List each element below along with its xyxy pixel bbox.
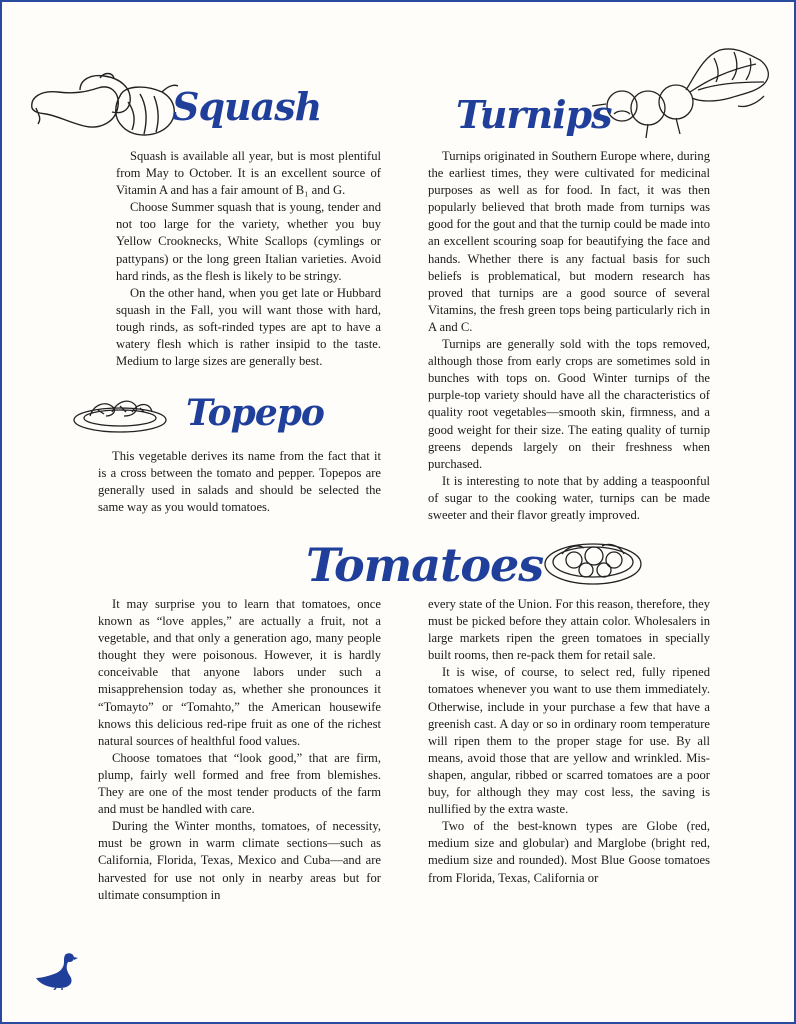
tomatoes-left-column xyxy=(98,596,381,904)
turnips-paragraph-1: Turnips originated in Southern Europe where, during the earliest times, they were cultivated for medicinal purposes as well as for food. In fact, it was then popularly believed that broth made from turnips was good for the gout and that the turnip could be made into an excellent scouring soap for beautifying the face and hands. Whether there is any factual basis for such beliefs is problematical, but modern research has proved that turnips are a good source of several Vitamins, the fresh green tops being particularly rich in A and C. xyxy=(428,149,710,334)
turnips-column xyxy=(428,148,710,524)
tomatoes-left-paragraph-3: During the Winter months, tomatoes, of necessity, must be grown in warm climate sections—such as California, Florida, Texas, Mexico and Cuba—and are harvested for use not only in nearby areas but for ultimate consumption in xyxy=(98,819,381,902)
page-number: 40 xyxy=(42,967,53,977)
squash-illustration-icon xyxy=(28,68,188,148)
topepo-column xyxy=(98,448,381,516)
tomatoes-right-column xyxy=(428,596,710,887)
squash-paragraph-3: On the other hand, when you get late or Hubbard squash in the Fall, you will want those with hard, tough rinds, as soft-rinded types are apt to have a watery flesh which is rather insipid to the taste. Medium to large sizes are generally best. xyxy=(116,285,381,369)
squash-paragraph-2: Choose Summer squash that is young, tender and not too large for the variety, whether you buy Yellow Crooknecks, White Scallops (cymlings or pattypans) or the long green Italian varieties. Avoid hard rinds, as the flesh is likely to be stringy. xyxy=(116,200,381,283)
topepo-heading: Topepo xyxy=(186,392,324,434)
tomatoes-left-paragraph-2: Choose tomatoes that “look good,” that are firm, plump, fairly well formed and free from blemishes. They are one of the most tender products of the farm and must be handled with care. xyxy=(98,750,381,817)
squash-column xyxy=(116,148,381,370)
turnips-paragraph-3: It is interesting to note that by adding a teaspoonful of sugar to the cooking water, turnips can be made sweeter and their flavor greatly improved. xyxy=(428,473,710,522)
tomatoes-right-paragraph-3: Two of the best-known types are Globe (red, medium size and globular) and Marglobe (bright red, medium size and rounded). Most Blue Goose tomatoes from Florida, Texas, California or xyxy=(428,819,710,885)
tomatoes-plate-icon xyxy=(542,530,644,588)
tomatoes-right-paragraph-2: It is wise, of course, to select red, fully ripened tomatoes whenever you want to use them immediately. Otherwise, include in your purchase a few that have a greenish cast. A day or so in ordinary room temperature will ripen them to the proper stage for use. By all means, avoid those that are yellow and wrinkled. Mis-shapen, angular, ribbed or scarred tomatoes are a poor buy, for although they may cost less, the saving is nullified by the extra waste. xyxy=(428,665,710,817)
tomatoes-right-paragraph-1: every state of the Union. For this reason, therefore, they must be picked before they attain color. Wholesalers in large markets ripen the green tomatoes in specially built rooms, then re-pack them for retail sale. xyxy=(428,597,710,663)
turnips-paragraph-2: Turnips are generally sold with the tops removed, although those from early crops are sometimes sold in bunches with tops on. Good Winter turnips of the purple-top variety should have all the characteristics of quality root vegetables—smooth skin, firmness, and a good weight for their size. The eating quality of turnip greens depends largely on their freshness when purchased. xyxy=(428,337,710,471)
turnips-heading: Turnips xyxy=(456,92,612,137)
topepo-plate-icon xyxy=(70,390,170,436)
squash-heading: Squash xyxy=(172,84,322,129)
tomatoes-left-paragraph-1: It may surprise you to learn that tomatoes, once known as “love apples,” are actually a fruit, not a vegetable, and that only a generation ago, many people thought they were poisonous. However, it is hardly conceivable that anyone labors under such a misapprehension today as, whether she pronounces it “Tomayto” or “Tomahto,” the American housewife knows this delicious red-ripe fruit as one of the richest natural sources of healthful food values. xyxy=(98,597,381,748)
tomatoes-heading: Tomatoes xyxy=(306,538,544,592)
goose-page-badge-icon xyxy=(34,950,78,990)
squash-paragraph-1: Squash is available all year, but is most plentiful from May to October. It is an excellent source of Vitamin A and has a fair amount of B₁ and G. xyxy=(116,149,381,198)
topepo-paragraph-1: This vegetable derives its name from the fact that it is a cross between the tomato and pepper. Topepos are generally used in salads and should be selected the same way as you would tomatoes. xyxy=(98,449,381,515)
turnips-illustration-icon xyxy=(588,44,774,144)
